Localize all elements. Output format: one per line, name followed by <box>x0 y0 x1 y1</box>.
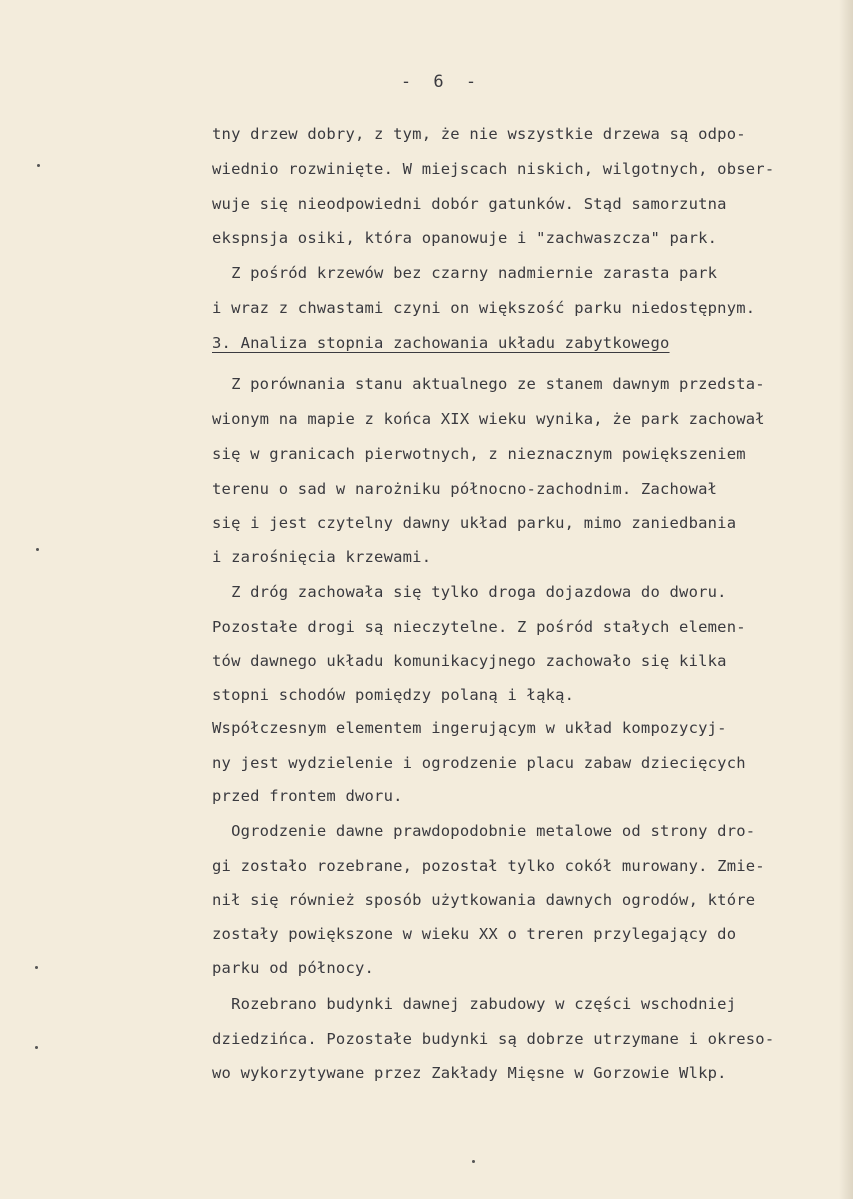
margin-speck <box>37 164 40 167</box>
text-line: tny drzew dobry, z tym, że nie wszystkie drzewa są odpo- <box>212 125 746 143</box>
text-line: Z porównania stanu aktualnego ze stanem dawnym przedsta- <box>212 375 765 393</box>
text-line: dziedzińca. Pozostałe budynki są dobrze utrzymane i okreso- <box>212 1030 775 1048</box>
text-line: i zarośnięcia krzewami. <box>212 548 432 566</box>
text-line: się i jest czytelny dawny układ parku, mimo zaniedbania <box>212 514 737 532</box>
section-heading: 3. Analiza stopnia zachowania układu zabytkowego <box>212 334 670 352</box>
text-line: wionym na mapie z końca XIX wieku wynika, że park zachował <box>212 410 765 428</box>
margin-speck <box>472 1160 475 1163</box>
margin-speck <box>36 548 39 551</box>
text-line: Z dróg zachowała się tylko droga dojazdowa do dworu. <box>212 583 727 601</box>
text-line: stopni schodów pomiędzy polaną i łąką. <box>212 686 575 704</box>
text-line: ekspnsja osiki, która opanowuje i "zachwaszcza" park. <box>212 229 718 247</box>
text-line: Ogrodzenie dawne prawdopodobnie metalowe od strony dro- <box>212 822 756 840</box>
text-line: Pozostałe drogi są nieczytelne. Z pośród stałych elemen- <box>212 618 746 636</box>
text-line: wo wykorzytywane przez Zakłady Mięsne w Gorzowie Wlkp. <box>212 1064 727 1082</box>
text-line: Współczesnym elementem ingerującym w układ kompozycyj- <box>212 719 727 737</box>
text-line: wuje się nieodpowiedni dobór gatunków. Stąd samorzutna <box>212 195 727 213</box>
page-edge-shadow <box>839 0 853 1199</box>
text-line: ny jest wydzielenie i ogrodzenie placu zabaw dziecięcych <box>212 754 746 772</box>
text-line: tów dawnego układu komunikacyjnego zachowało się kilka <box>212 652 727 670</box>
margin-speck <box>35 966 38 969</box>
text-line: Z pośród krzewów bez czarny nadmiernie zarasta park <box>212 264 718 282</box>
page-number: - 6 - <box>400 72 483 92</box>
text-line: parku od północy. <box>212 959 375 977</box>
margin-speck <box>35 1046 38 1049</box>
text-line: gi zostało rozebrane, pozostał tylko cokół murowany. Zmie- <box>212 857 765 875</box>
text-line: nił się również sposób użytkowania dawnych ogrodów, które <box>212 891 756 909</box>
text-line: terenu o sad w narożniku północno-zachodnim. Zachował <box>212 480 718 498</box>
text-line: przed frontem dworu. <box>212 787 403 805</box>
text-line: Rozebrano budynki dawnej zabudowy w części wschodniej <box>212 995 737 1013</box>
text-line: się w granicach pierwotnych, z nieznacznym powiększeniem <box>212 445 746 463</box>
text-line: zostały powiększone w wieku XX o treren przylegający do <box>212 925 737 943</box>
text-line: i wraz z chwastami czyni on większość parku niedostępnym. <box>212 299 756 317</box>
text-line: wiednio rozwinięte. W miejscach niskich, wilgotnych, obser- <box>212 160 775 178</box>
